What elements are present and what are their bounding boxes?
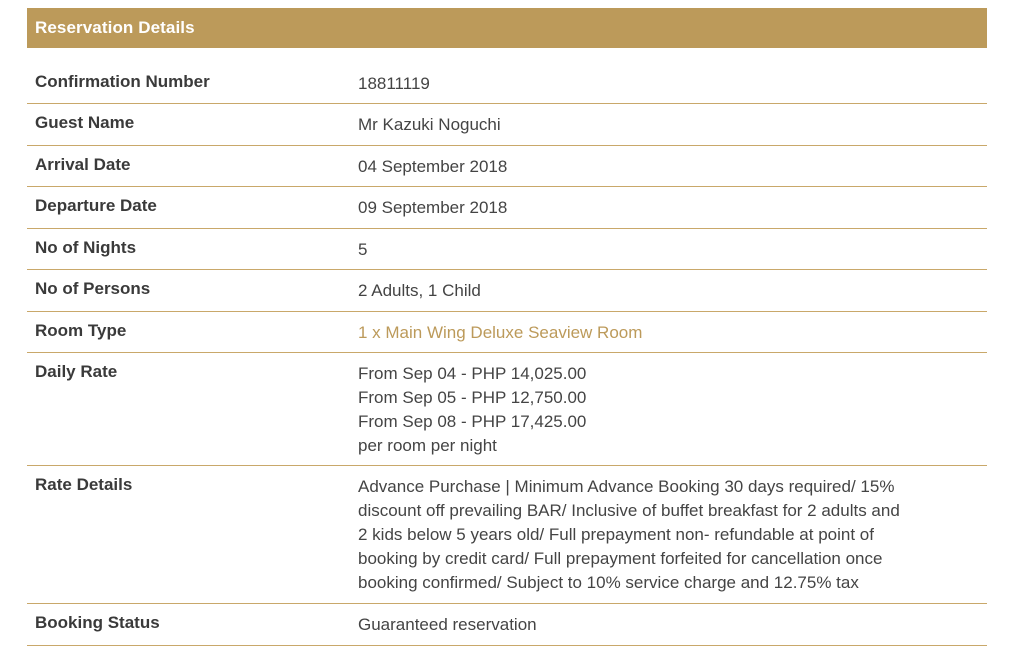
- daily-rate-value: [358, 362, 987, 465]
- daily-rate-line: From Sep 05 - PHP 12,750.00: [358, 388, 587, 407]
- confirmation-number-value: 18811119: [358, 74, 430, 93]
- guest-name-label: Guest Name: [35, 113, 135, 132]
- section-header: Reservation Details: [27, 8, 987, 48]
- departure-date-value: 09 September 2018: [358, 198, 508, 217]
- no-of-persons-value: 2 Adults, 1 Child: [358, 281, 481, 300]
- rate-details-line: Advance Purchase | Minimum Advance Booking 30 days required/ 15%: [358, 477, 895, 496]
- row-arrival-date: [27, 146, 987, 187]
- guest-name-value: Mr Kazuki Noguchi: [358, 115, 501, 134]
- departure-date-label: Departure Date: [35, 196, 157, 215]
- row-confirmation-number: [27, 64, 987, 104]
- rate-details-line: booking confirmed/ Subject to 10% service charge and 12.75% tax: [358, 573, 859, 592]
- arrival-date-label: Arrival Date: [35, 155, 131, 174]
- no-of-nights-label: No of Nights: [35, 238, 137, 257]
- row-no-of-nights: [27, 229, 987, 270]
- rate-details-line: booking by credit card/ Full prepayment forfeited for cancellation once: [358, 549, 883, 568]
- row-rate-details: [27, 466, 987, 604]
- reservation-table: [27, 64, 987, 646]
- row-departure-date: [27, 187, 987, 229]
- reservation-details-panel: [27, 8, 987, 646]
- no-of-nights-value: 5: [358, 240, 368, 259]
- arrival-date-value: 04 September 2018: [358, 157, 508, 176]
- rate-details-value: [358, 475, 987, 603]
- booking-status-value: Guaranteed reservation: [358, 615, 537, 634]
- booking-status-label: Booking Status: [35, 613, 160, 632]
- daily-rate-line: per room per night: [358, 436, 497, 455]
- no-of-persons-label: No of Persons: [35, 279, 151, 298]
- daily-rate-label: Daily Rate: [35, 362, 118, 381]
- confirmation-number-label: Confirmation Number: [35, 72, 210, 91]
- row-guest-name: [27, 104, 987, 146]
- room-type-label: Room Type: [35, 321, 127, 340]
- row-daily-rate: [27, 353, 987, 466]
- room-type-link[interactable]: 1 x Main Wing Deluxe Seaview Room: [358, 323, 643, 342]
- daily-rate-line: From Sep 04 - PHP 14,025.00: [358, 364, 587, 383]
- row-no-of-persons: [27, 270, 987, 312]
- row-room-type: [27, 312, 987, 353]
- daily-rate-line: From Sep 08 - PHP 17,425.00: [358, 412, 587, 431]
- rate-details-line: 2 kids below 5 years old/ Full prepayment non- refundable at point of: [358, 525, 874, 544]
- row-booking-status: [27, 604, 987, 646]
- rate-details-label: Rate Details: [35, 475, 133, 494]
- rate-details-line: discount off prevailing BAR/ Inclusive of buffet breakfast for 2 adults and: [358, 501, 900, 520]
